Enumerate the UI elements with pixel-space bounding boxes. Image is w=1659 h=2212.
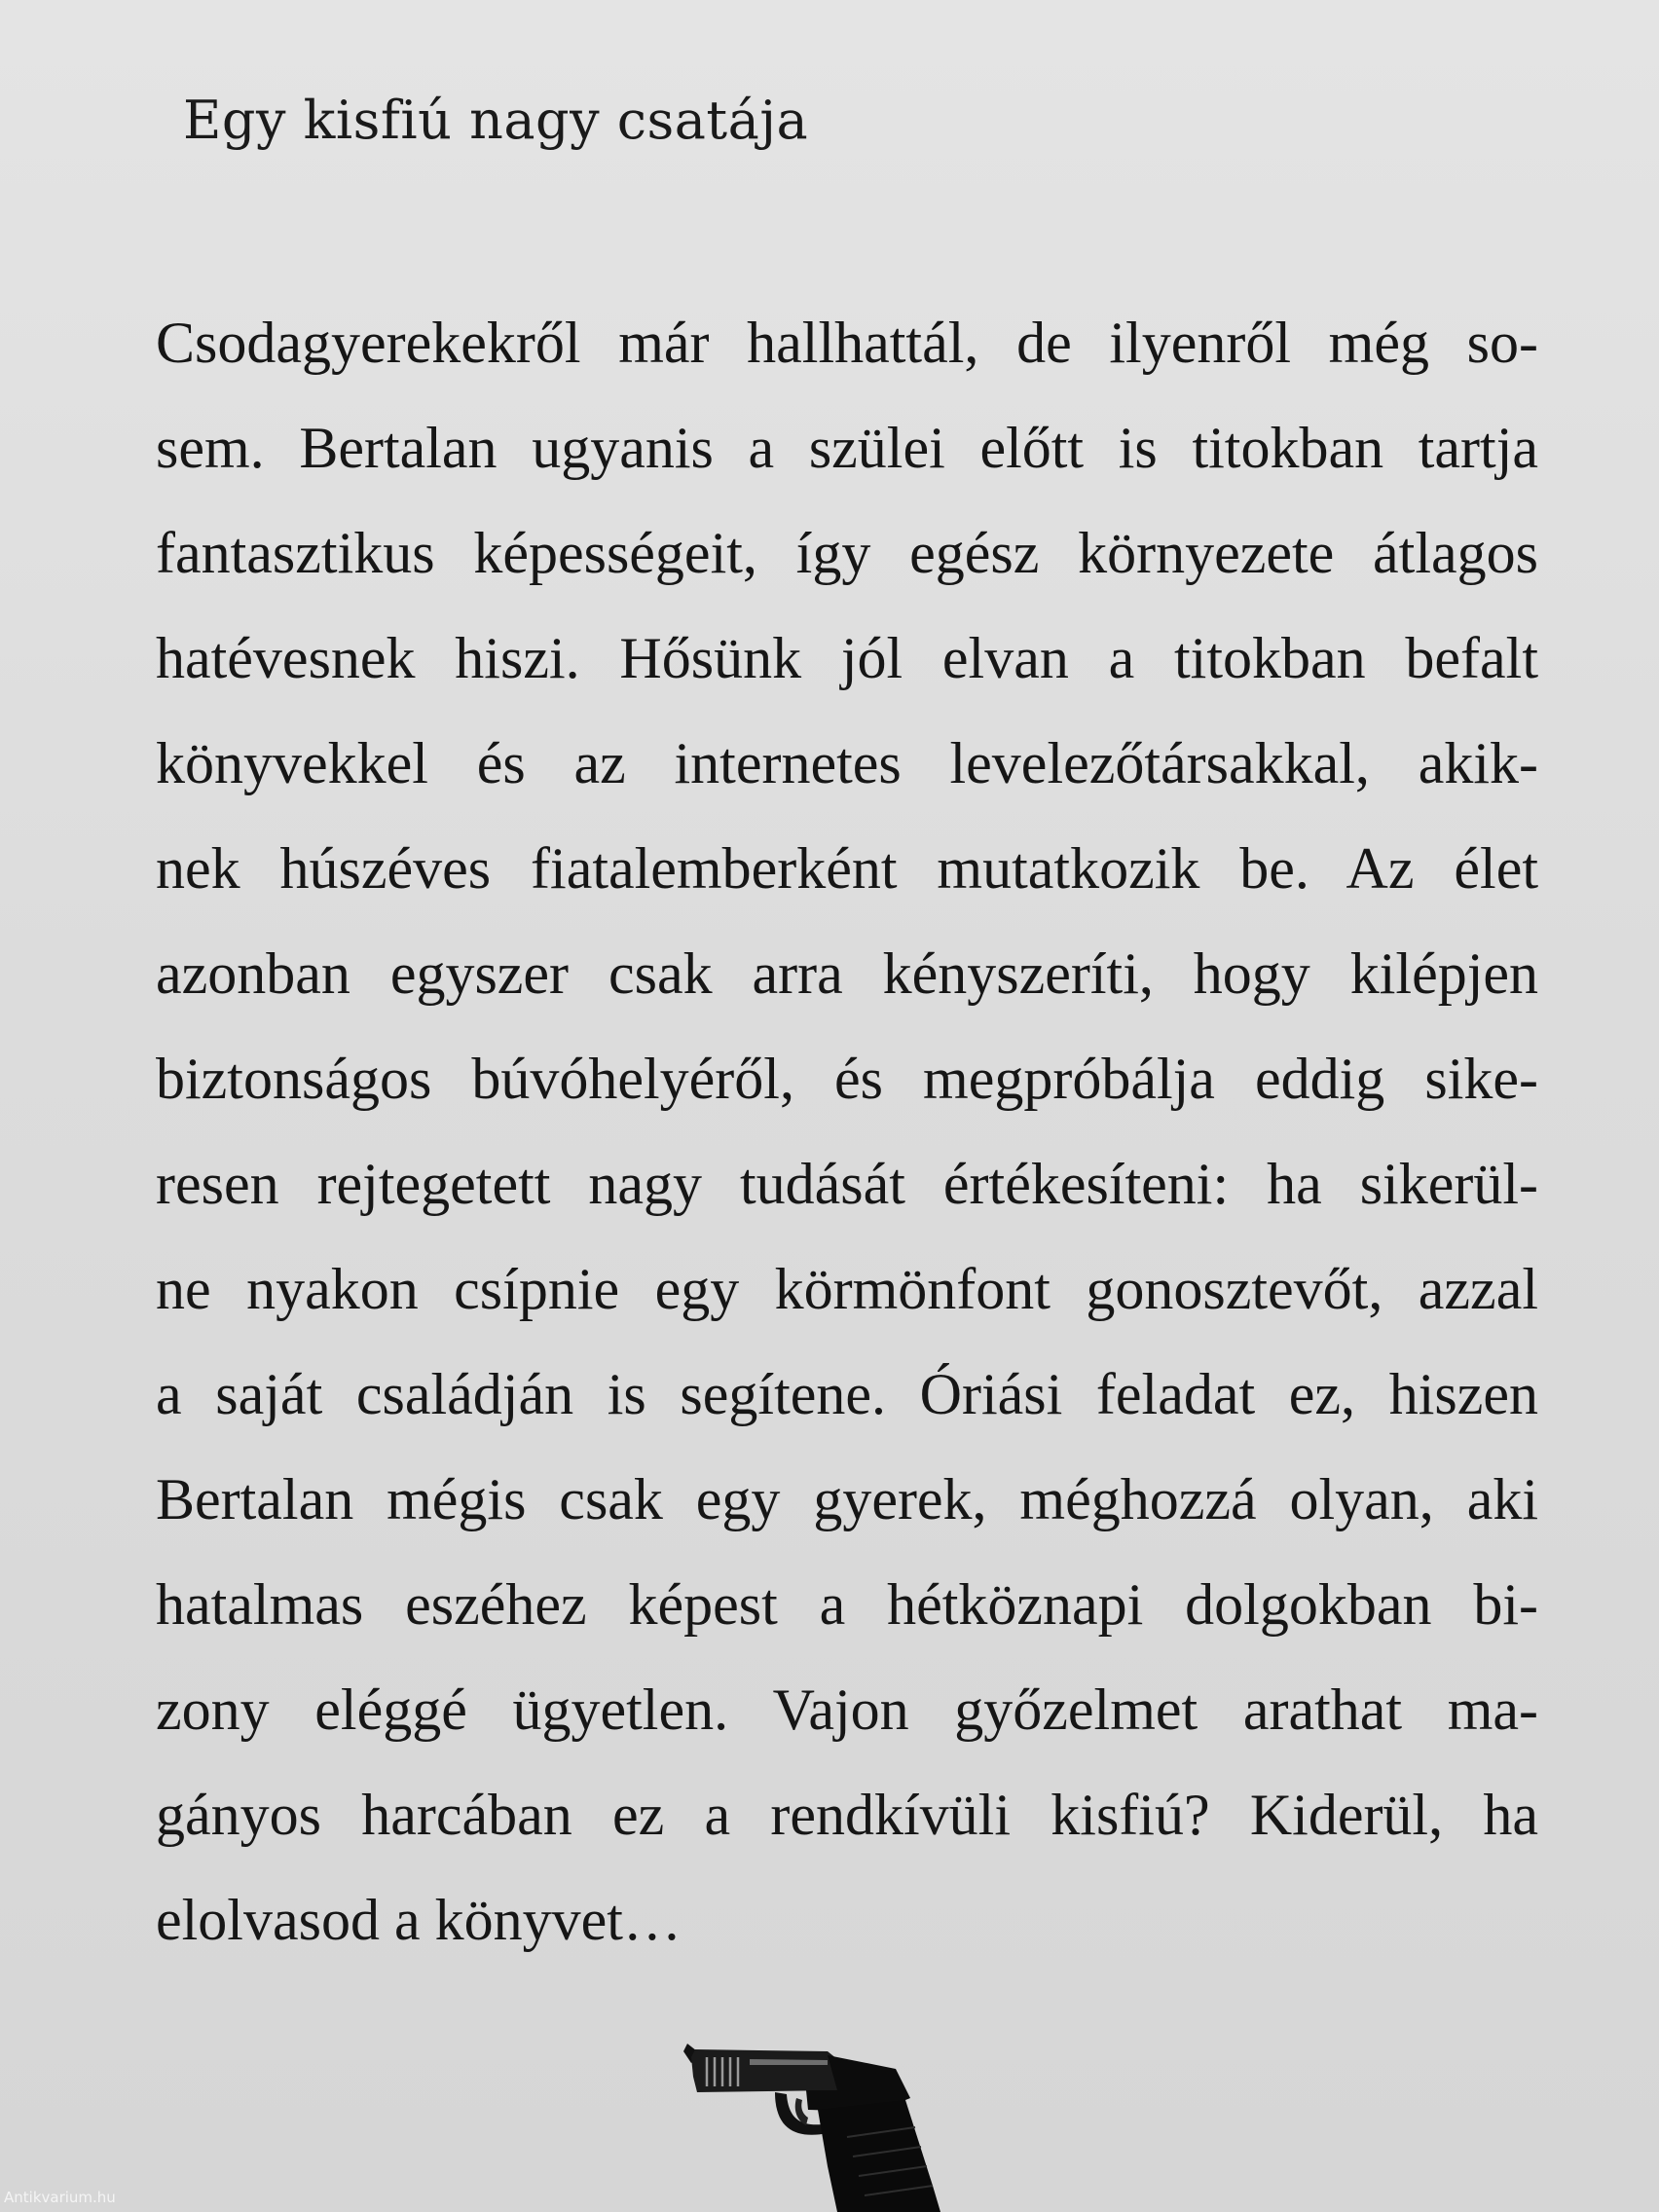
blurb-line: azonban egyszer csak arra kényszeríti, hogy kilépjen — [156, 941, 1538, 1006]
blurb-line: biztonságos búvóhelyéről, és megpróbálja eddig sike- — [156, 1047, 1538, 1111]
blurb-line: fantasztikus képességeit, így egész környezete átlagos — [156, 521, 1538, 585]
blurb-line: zony eléggé ügyetlen. Vajon győzelmet arathat ma- — [156, 1677, 1538, 1742]
blurb-line: sem. Bertalan ugyanis a szülei előtt is titokban tartja — [156, 416, 1538, 480]
blurb-line: Bertalan mégis csak egy gyerek, méghozzá olyan, aki — [156, 1467, 1538, 1531]
blurb-line: könyvekkel és az internetes levelezőtársakkal, akik- — [156, 731, 1538, 795]
blurb-line: Csodagyerekekről már hallhattál, de ilyenről még so- — [156, 311, 1538, 375]
blurb-line: hatalmas eszéhez képest a hétköznapi dolgokban bi- — [156, 1572, 1538, 1637]
blurb-line: hatévesnek hiszi. Hősünk jól elvan a titokban befalt — [156, 626, 1538, 690]
blurb-line: ne nyakon csípnie egy körmönfont gonosztevőt, azzal — [156, 1257, 1538, 1321]
pistol-icon — [682, 2030, 964, 2212]
page-title: Egy kisfiú nagy csatája — [183, 90, 809, 151]
watermark: Antikvarium.hu — [4, 2189, 116, 2206]
blurb-line: a saját családján is segítene. Óriási feladat ez, hiszen — [156, 1362, 1538, 1426]
blurb-line: nek húszéves fiatalemberként mutatkozik be. Az élet — [156, 836, 1538, 901]
blurb-line: gányos harcában ez a rendkívüli kisfiú? Kiderül, ha — [156, 1783, 1538, 1847]
blurb-line: resen rejtegetett nagy tudását értékesíteni: ha sikerül- — [156, 1152, 1538, 1216]
blurb-line: elolvasod a könyvet… — [156, 1888, 682, 1952]
blurb-text — [156, 290, 1538, 1972]
